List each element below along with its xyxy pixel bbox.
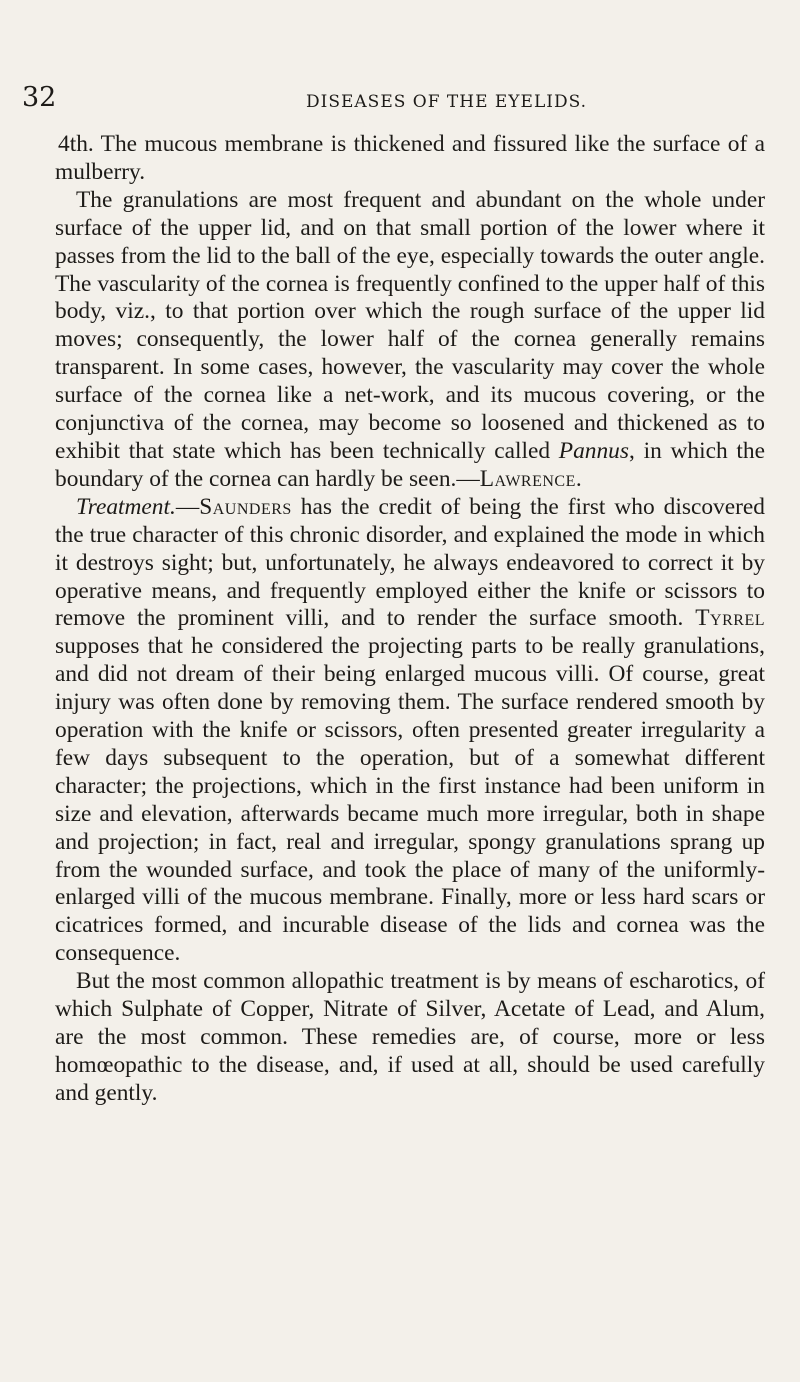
running-title: DISEASES OF THE EYELIDS. [306, 92, 588, 112]
paragraph-text: 4th. The mucous membrane is thickened and fissured like the surface of a mulberry. [55, 131, 765, 185]
paragraph-text: But the most common allopathic treatment is by means of escharotics, of which Sulphate of Copper, Nitrate of Silver, Acetate of Lead, and Alum, are the most common. These remedies are, of course, more or less homœopathic to the disease, and, if used at all, should be used carefully and gently. [55, 968, 765, 1106]
name-saunders: Saunders [199, 493, 292, 520]
body-text [55, 131, 765, 1108]
paragraph-allopathic [55, 968, 765, 1108]
paragraph-text: , in which the boundary of the cornea can hardly be seen.— [55, 437, 765, 492]
page-number: 32 [22, 82, 57, 113]
dash: — [175, 493, 200, 520]
paragraph-text: supposes that he considered the projecting parts to be really granulations, and did not dream of their being enlarged mucous villi. Of course, great injury was often done by removing them. The surface rendered smooth by operation with the knife or scissors, often presented greater irregularity a few days subsequent to the operation, but of a somewhat different character; the projections, which in the first instance had been uniform in size and elevation, afterwards became much more irregular, both in shape and projection; in fact, real and irregular, spongy granulations sprang up from the wounded surface, and took the place of many of the uniformly-enlarged villi of the mucous membrane. Finally, more or less hard scars or cicatrices formed, and incurable disease of the lids and cornea was the consequence. [55, 633, 765, 967]
paragraph-4th-point [55, 131, 765, 187]
paragraph-text: has the credit of being the first who discovered the true character of this chronic disorder, and explained the mode in which it destroys sight; but, unfortunately, he always endeavored to correct it by operative means, and frequently employed either the knife or scissors to remove the prominent villi, and to render the surface smooth. [55, 493, 765, 632]
section-lead-treatment: Treatment. [76, 493, 176, 520]
paragraph-granulations [55, 187, 765, 494]
paragraph-text: The granulations are most frequent and abundant on the whole under surface of the upper lid, and on that small portion of the lower where it passes from the lid to the ball of the eye, especially towards the outer angle. The vascularity of the cornea is frequently confined to the upper half of this body, viz., to that portion over which the rough surface of the upper lid moves; consequently, the lower half of the cornea generally remains transparent. In some cases, however, the vascularity may cover the whole surface of the cornea like a net-work, and its mucous covering, or the conjunctiva of the cornea, may become so loosened and thickened as to exhibit that state which has been technically called [55, 186, 765, 464]
citation-lawrence: Lawrence. [479, 465, 583, 492]
paragraph-treatment [55, 494, 765, 968]
term-pannus: Pannus [558, 437, 629, 464]
name-tyrrel: Tyrrel [695, 605, 765, 632]
